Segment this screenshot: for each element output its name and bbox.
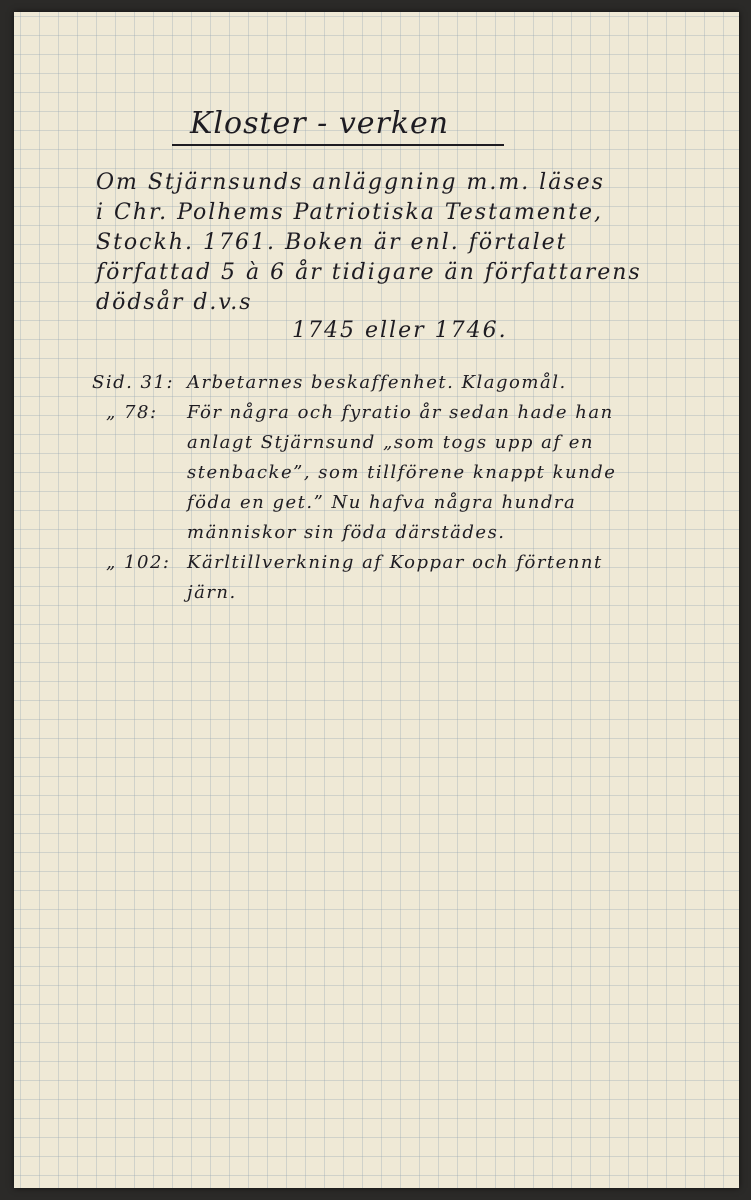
reference-label: Sid. 31: xyxy=(92,372,175,393)
reference-line: järn. xyxy=(187,582,237,603)
intro-line: dödsår d.v.s xyxy=(96,290,253,315)
reference-line: anlagt Stjärnsund „som togs upp af en xyxy=(187,432,594,453)
intro-line: författad 5 à 6 år tidigare än författarens xyxy=(96,260,642,285)
title-underline xyxy=(172,144,504,146)
reference-label: „ 102: xyxy=(106,552,171,573)
reference-line: Arbetarnes beskaffenhet. Klagomål. xyxy=(187,372,567,393)
manuscript-page xyxy=(14,12,739,1188)
reference-line: människor sin föda därstädes. xyxy=(187,522,506,543)
reference-line: Kärltillverkning af Koppar och förtennt xyxy=(187,552,603,573)
reference-label: „ 78: xyxy=(106,402,158,423)
intro-line: Om Stjärnsunds anläggning m.m. läses xyxy=(96,170,605,195)
reference-line: föda en get.” Nu hafva några hundra xyxy=(187,492,577,513)
intro-line: Stockh. 1761. Boken är enl. förtalet xyxy=(96,230,568,255)
intro-years: 1745 eller 1746. xyxy=(292,318,508,343)
reference-line: stenbacke”, som tillförene knappt kunde xyxy=(187,462,617,483)
page-title: Kloster - verken xyxy=(190,106,450,141)
reference-line: För några och fyratio år sedan hade han xyxy=(187,402,614,423)
intro-line: i Chr. Polhems Patriotiska Testamente, xyxy=(96,200,603,225)
